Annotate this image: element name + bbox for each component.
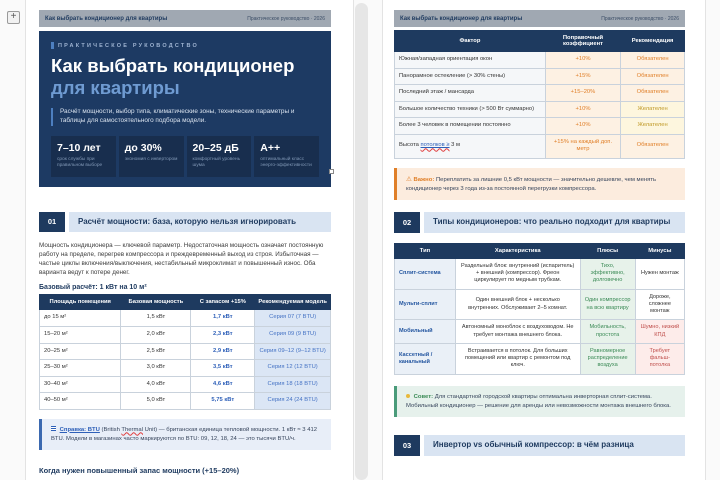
factor-table: [394, 30, 685, 159]
table-cell: Серия 09 (9 BTU): [255, 326, 331, 343]
eyebrow-label: ПРАКТИЧЕСКОЕ РУКОВОДСТВО: [58, 42, 199, 49]
factor-cell: Южная/западная ориентация окон: [395, 52, 546, 69]
warning-icon: ⚠: [406, 175, 412, 183]
coefficient-cell: +10%: [545, 101, 620, 118]
table-cell: 15–20 м²: [40, 326, 121, 343]
table-header-row: [40, 295, 331, 310]
table-cell: Серия 09–12 (9–12 BTU): [255, 343, 331, 360]
table-cell: 1,7 кВт: [191, 310, 255, 327]
table-cell: 2,5 кВт: [121, 343, 191, 360]
page-running-header: [394, 10, 685, 27]
hero-stats: [51, 136, 319, 177]
book-icon: [51, 426, 56, 431]
stat-value: 20–25 дБ: [192, 141, 239, 154]
table-cell: 25–30 м²: [40, 360, 121, 377]
document-page-1: [25, 0, 354, 480]
table-cell: Серия 07 (7 BTU): [255, 310, 331, 327]
cons-cell: Дороже, сложнее монтаж: [635, 289, 684, 320]
table-cell: 1,5 кВт: [121, 310, 191, 327]
table-cell: 2,9 кВт: [191, 343, 255, 360]
table-row: [395, 101, 685, 118]
reserve-subheading: Когда нужен повышенный запас мощности (+15–20%): [39, 466, 240, 476]
type-cell: Кассетный / канальный: [395, 343, 456, 374]
pros-cell: Мобильность, простота: [580, 320, 635, 344]
note-text-rest: Unit) — британская единица тепловой мощности. 1 кВт ≈ 3 412 BTU. Модели в магазинах часто маркируются по BTU: 09, 12, 18, 24 — это тысячи BTU/ч.: [51, 426, 318, 442]
cons-cell: Требует фальш-потолка: [635, 343, 684, 374]
table-cell: 5,0 кВт: [121, 393, 191, 410]
stat-value: 7–10 лет: [57, 141, 101, 154]
section-header-01: [39, 212, 331, 232]
column-header: Поправочный коэффициент: [545, 31, 620, 52]
stat-box: [51, 136, 116, 177]
table-cell: до 15 м²: [40, 310, 121, 327]
table-cell: 2,3 кВт: [191, 326, 255, 343]
description-cell: Автономный моноблок с воздуховодом. Не требует монтажа внешнего блока.: [455, 320, 580, 344]
stat-value: до 30%: [124, 141, 162, 154]
section-header-02: [394, 212, 685, 232]
section-header-03: [394, 435, 685, 455]
factor-cell: Большое количество техники (> 500 Вт суммарно): [395, 101, 546, 118]
column-header: С запасом +15%: [191, 295, 255, 310]
add-block-button[interactable]: +: [7, 11, 20, 24]
coefficient-cell: +15%: [545, 68, 620, 85]
factor-link-text: потолков ≥: [420, 142, 450, 149]
block-resize-handle[interactable]: [329, 169, 334, 174]
table-row: [395, 289, 685, 320]
table-header-row: [395, 31, 685, 52]
column-header: Площадь помещения: [40, 295, 121, 310]
note-link[interactable]: Справка: BTU: [59, 426, 100, 433]
pros-cell: Один компрессор на всю квартиру: [580, 289, 635, 320]
table-row: [40, 343, 331, 360]
column-header: Рекомендуемая модель: [255, 295, 331, 310]
cons-cell: Шумно, низкий КПД: [635, 320, 684, 344]
power-table: [39, 294, 331, 409]
table-cell: Серия 18 (18 BTU): [255, 376, 331, 393]
document-page-2: [382, 0, 706, 480]
intro-paragraph: Мощность кондиционера — ключевой параметр. Недостаточная мощность означает постоянную работу на пределе, перегрев компрессора и преждевременный выход из строя. Избыточная — частые циклы включения/выключения, нестабильный микроклимат и повышенный износ. Оба варианта ведут к потере денег.: [39, 241, 324, 277]
running-header-meta: Практическое руководство · 2026: [601, 15, 679, 22]
coefficient-cell: +10%: [545, 118, 620, 135]
description-cell: Один внешний блок + несколько внутренних. Обслуживает 2–5 комнат.: [455, 289, 580, 320]
type-cell: Мульти-сплит: [395, 289, 456, 320]
section-number: 02: [394, 212, 420, 232]
stat-value: А++: [260, 141, 281, 154]
stat-label: экономия с инвертором: [124, 156, 178, 162]
lightbulb-icon: [406, 394, 410, 398]
document-title-line1: Как выбрать кондиционер: [51, 55, 295, 76]
section-title: Инвертор vs обычный компрессор: в чём разница: [424, 435, 685, 455]
stat-label: комфортный уровень шума: [192, 156, 241, 169]
reference-note-box: [39, 419, 331, 451]
factor-cell: Высота потолков ≥ 3 м: [395, 134, 546, 158]
description-cell: Раздельный блок: внутренний (испаритель) + внешний (компрессор). Фреон циркулирует по медным трубкам.: [455, 258, 580, 289]
cons-cell: Нужен монтаж: [635, 258, 684, 289]
warning-label: Важно:: [413, 176, 435, 183]
hero-subtitle: Расчёт мощности, выбор типа, климатические зоны, технические параметры и таблицы для самостоятельного подбора модели.: [51, 108, 319, 126]
table-row: [395, 85, 685, 102]
table-row: [40, 393, 331, 410]
warning-box: [394, 168, 685, 201]
note-text-pre: (British: [99, 426, 122, 433]
recommendation-cell: Желателен: [621, 101, 685, 118]
column-header: Рекомендация: [621, 31, 685, 52]
table-cell: 20–25 м²: [40, 343, 121, 360]
section-title: Типы кондиционеров: что реально подходит для квартиры: [424, 212, 685, 232]
running-header-title: Как выбрать кондиционер для квартиры: [400, 15, 523, 22]
table-cell: Серия 24 (24 BTU): [255, 393, 331, 410]
pros-cell: Равномерное распределение воздуха: [580, 343, 635, 374]
tip-box: [394, 386, 685, 418]
recommendation-cell: Обязателен: [621, 68, 685, 85]
factor-cell: Панорамное остекление (> 30% стены): [395, 68, 546, 85]
column-header: Тип: [395, 243, 456, 258]
tip-label: Совет:: [413, 393, 434, 400]
section-number: 03: [394, 435, 420, 455]
table-row: [395, 258, 685, 289]
tip-text: Для стандартной городской квартиры оптимальна инверторная сплит-система. Мобильный кондиционер — решение для аренды или невозможности монтажа внешнего блока.: [406, 393, 671, 409]
table-header-row: [395, 243, 685, 258]
table-row: [395, 343, 685, 374]
column-header: Плюсы: [580, 243, 635, 258]
stat-label: срок службы при правильном выборе: [57, 156, 103, 169]
table-cell: 2,0 кВт: [121, 326, 191, 343]
power-table-title: Базовый расчёт: 1 кВт на 10 м²: [39, 284, 147, 292]
coefficient-cell: +10%: [545, 52, 620, 69]
misspelled-word: Thermal: [121, 426, 143, 433]
running-header-title: Как выбрать кондиционер для квартиры: [45, 15, 168, 22]
table-row: [395, 52, 685, 69]
column-header: Характеристика: [455, 243, 580, 258]
factor-cell: Последний этаж / мансарда: [395, 85, 546, 102]
recommendation-cell: Обязателен: [621, 134, 685, 158]
types-table: [394, 243, 685, 375]
table-row: [395, 118, 685, 135]
table-cell: 40–50 м²: [40, 393, 121, 410]
stat-box: [254, 136, 319, 177]
eyebrow-accent-bar: [51, 42, 54, 49]
table-row: [40, 360, 331, 377]
hero-eyebrow: [51, 42, 319, 49]
table-row: [395, 68, 685, 85]
recommendation-cell: Обязателен: [621, 85, 685, 102]
table-cell: 3,5 кВт: [191, 360, 255, 377]
table-cell: Серия 12 (12 BTU): [255, 360, 331, 377]
warning-text: Переплатить за лишние 0,5 кВт мощности — значительно дешевле, чем менять кондиционер через 3 года из-за постоянной перегрузки компрессора.: [406, 176, 657, 192]
coefficient-cell: +15–20%: [545, 85, 620, 102]
stat-label: оптимальный класс энерго-эффективности: [260, 156, 312, 169]
section-number: 01: [39, 212, 65, 232]
type-cell: Мобильный: [395, 320, 456, 344]
table-cell: 4,6 кВт: [191, 376, 255, 393]
stat-box: [187, 136, 252, 177]
coefficient-cell: +15% на каждый доп. метр: [545, 134, 620, 158]
section-title: Расчёт мощности: база, которую нельзя игнорировать: [69, 212, 331, 232]
table-row: [40, 326, 331, 343]
recommendation-cell: Обязателен: [621, 52, 685, 69]
page-running-header: [39, 10, 331, 27]
table-row: [40, 376, 331, 393]
vertical-scrollbar-thumb[interactable]: [355, 3, 368, 480]
recommendation-cell: Желателен: [621, 118, 685, 135]
column-header: Минусы: [635, 243, 684, 258]
table-cell: 4,0 кВт: [121, 376, 191, 393]
stat-box: [119, 136, 184, 177]
table-row: [40, 310, 331, 327]
column-header: Базовая мощность: [121, 295, 191, 310]
hero-banner: [39, 31, 331, 187]
table-cell: 5,75 кВт: [191, 393, 255, 410]
type-cell: Сплит-система: [395, 258, 456, 289]
table-row: [395, 134, 685, 158]
table-cell: 3,0 кВт: [121, 360, 191, 377]
table-row: [395, 320, 685, 344]
pros-cell: Тихо, эффективно, долговечно: [580, 258, 635, 289]
factor-link[interactable]: [421, 142, 450, 148]
factor-cell: Более 3 человек в помещении постоянно: [395, 118, 546, 135]
document-title-line2: для квартиры: [51, 77, 180, 99]
table-cell: 30–40 м²: [40, 376, 121, 393]
running-header-meta: Практическое руководство · 2026: [247, 15, 325, 22]
column-header: Фактор: [395, 31, 546, 52]
description-cell: Встраивается в потолок. Для больших помещений или квартир с ремонтом под ключ.: [455, 343, 580, 374]
